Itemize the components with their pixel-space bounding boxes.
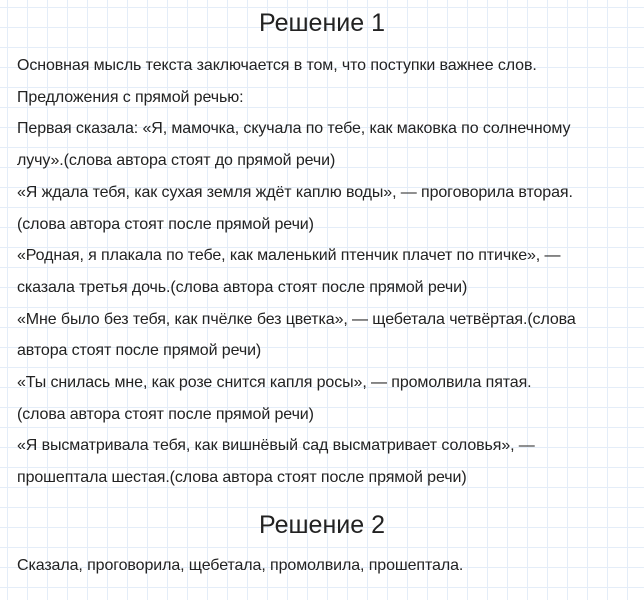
text-line: «Я ждала тебя, как сухая земля ждёт каплю воды», — проговорила вторая.	[17, 183, 573, 201]
text-line: (слова автора стоят после прямой речи)	[17, 405, 314, 423]
text-line: прошептала шестая.(слова автора стоят после прямой речи)	[17, 469, 467, 487]
text-line: «Я высматривала тебя, как вишнёвый сад высматривает соловья», —	[17, 437, 535, 455]
text-line: «Ты снилась мне, как розе снится капля росы», — промолвила пятая.	[17, 374, 532, 391]
text-line: лучу».(слова автора стоят до прямой речи)	[17, 152, 336, 170]
text-line: Предложения с прямой речью:	[17, 88, 244, 106]
text-line: Основная мысль текста заключается в том, что поступки важнее слов.	[17, 57, 537, 74]
solution-1-title: Решение 1	[259, 9, 385, 37]
text-line: «Родная, я плакала по тебе, как маленький птенчик плачет по птичке», —	[17, 247, 561, 265]
solution-2-text: Сказала, проговорила, щебетала, промолвила, прошептала.	[17, 557, 464, 574]
text-line: сказала третья дочь.(слова автора стоят после прямой речи)	[17, 278, 468, 296]
text-line: автора стоят после прямой речи)	[17, 342, 262, 360]
text-line: (слова автора стоят после прямой речи)	[17, 215, 314, 233]
text-line: Первая сказала: «Я, мамочка, скучала по тебе, как маковка по солнечному	[17, 120, 571, 138]
solution-2-title: Решение 2	[259, 511, 385, 539]
text-line: «Мне было без тебя, как пчёлке без цветка», — щебетала четвёртая.(слова	[17, 310, 576, 328]
